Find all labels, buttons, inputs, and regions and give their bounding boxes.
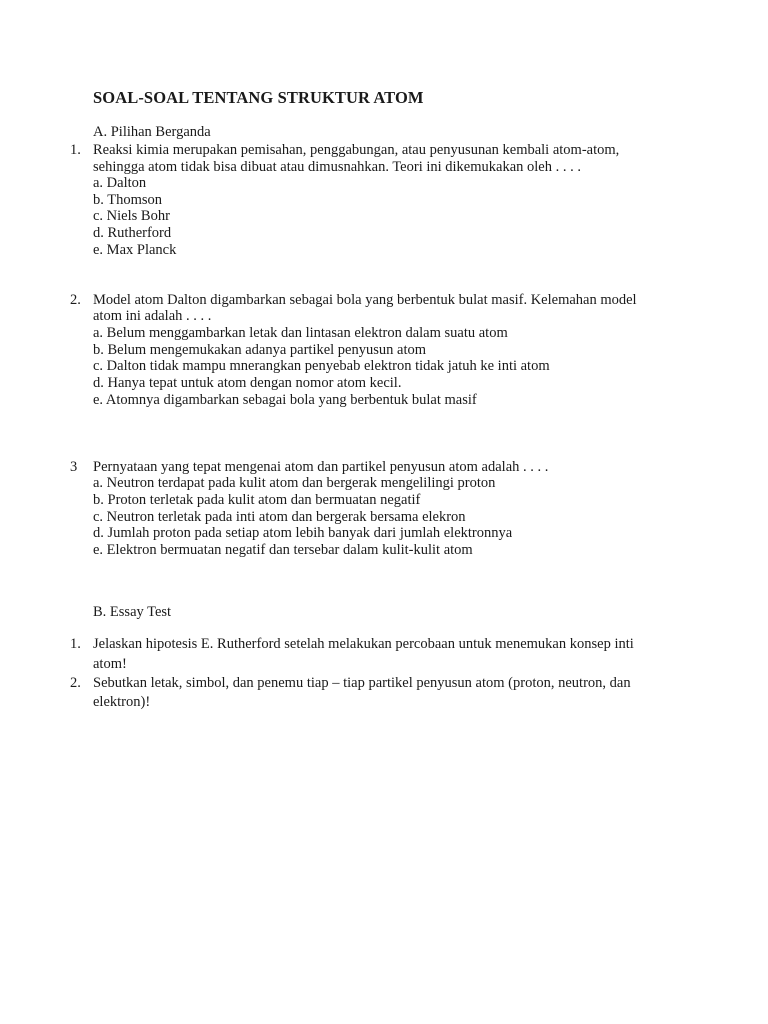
section-a-heading: A. Pilihan Berganda: [93, 124, 211, 140]
document-title: SOAL-SOAL TENTANG STRUKTUR ATOM: [93, 88, 424, 107]
answer-option: c. Niels Bohr: [93, 208, 170, 224]
answer-option: e. Max Planck: [93, 242, 177, 258]
answer-option: e. Atomnya digambarkan sebagai bola yang berbentuk bulat masif: [93, 392, 477, 408]
answer-option: a. Dalton: [93, 175, 147, 191]
question-text-line: atom ini adalah . . . .: [93, 308, 212, 324]
essay-text-line: Sebutkan letak, simbol, dan penemu tiap – tiap partikel penyusun atom (proton, neutron, dan: [93, 675, 631, 691]
essay-text-line: elektron)!: [93, 694, 151, 710]
answer-option: c. Neutron terletak pada inti atom dan bergerak bersama elekron: [93, 509, 466, 525]
essay-text-line: atom!: [93, 656, 127, 672]
essay-number: 2.: [70, 675, 81, 691]
essay-text-line: Jelaskan hipotesis E. Rutherford setelah melakukan percobaan untuk menemukan konsep inti: [93, 636, 634, 652]
question-text-line: sehingga atom tidak bisa dibuat atau dimusnahkan. Teori ini dikemukakan oleh . . . .: [93, 159, 581, 175]
answer-option: b. Thomson: [93, 192, 163, 208]
answer-option: d. Rutherford: [93, 225, 172, 241]
answer-option: e. Elektron bermuatan negatif dan tersebar dalam kulit-kulit atom: [93, 542, 473, 558]
answer-option: b. Proton terletak pada kulit atom dan bermuatan negatif: [93, 492, 421, 508]
answer-option: b. Belum mengemukakan adanya partikel penyusun atom: [93, 342, 427, 358]
question-text-line: Pernyataan yang tepat mengenai atom dan partikel penyusun atom adalah . . . .: [93, 459, 549, 475]
answer-option: d. Hanya tepat untuk atom dengan nomor atom kecil.: [93, 375, 402, 391]
answer-option: d. Jumlah proton pada setiap atom lebih banyak dari jumlah elektronnya: [93, 525, 513, 541]
essay-number: 1.: [70, 636, 81, 652]
question-text-line: Model atom Dalton digambarkan sebagai bola yang berbentuk bulat masif. Kelemahan model: [93, 292, 637, 308]
answer-option: a. Neutron terdapat pada kulit atom dan bergerak mengelilingi proton: [93, 475, 496, 491]
question-number: 3: [70, 459, 78, 475]
question-number: 1.: [70, 142, 81, 158]
answer-option: c. Dalton tidak mampu mnerangkan penyebab elektron tidak jatuh ke inti atom: [93, 358, 550, 374]
answer-option: a. Belum menggambarkan letak dan lintasan elektron dalam suatu atom: [93, 325, 508, 341]
question-number: 2.: [70, 292, 81, 308]
question-text-line: Reaksi kimia merupakan pemisahan, penggabungan, atau penyusunan kembali atom-atom,: [93, 142, 620, 158]
section-b-heading: B. Essay Test: [93, 604, 172, 620]
